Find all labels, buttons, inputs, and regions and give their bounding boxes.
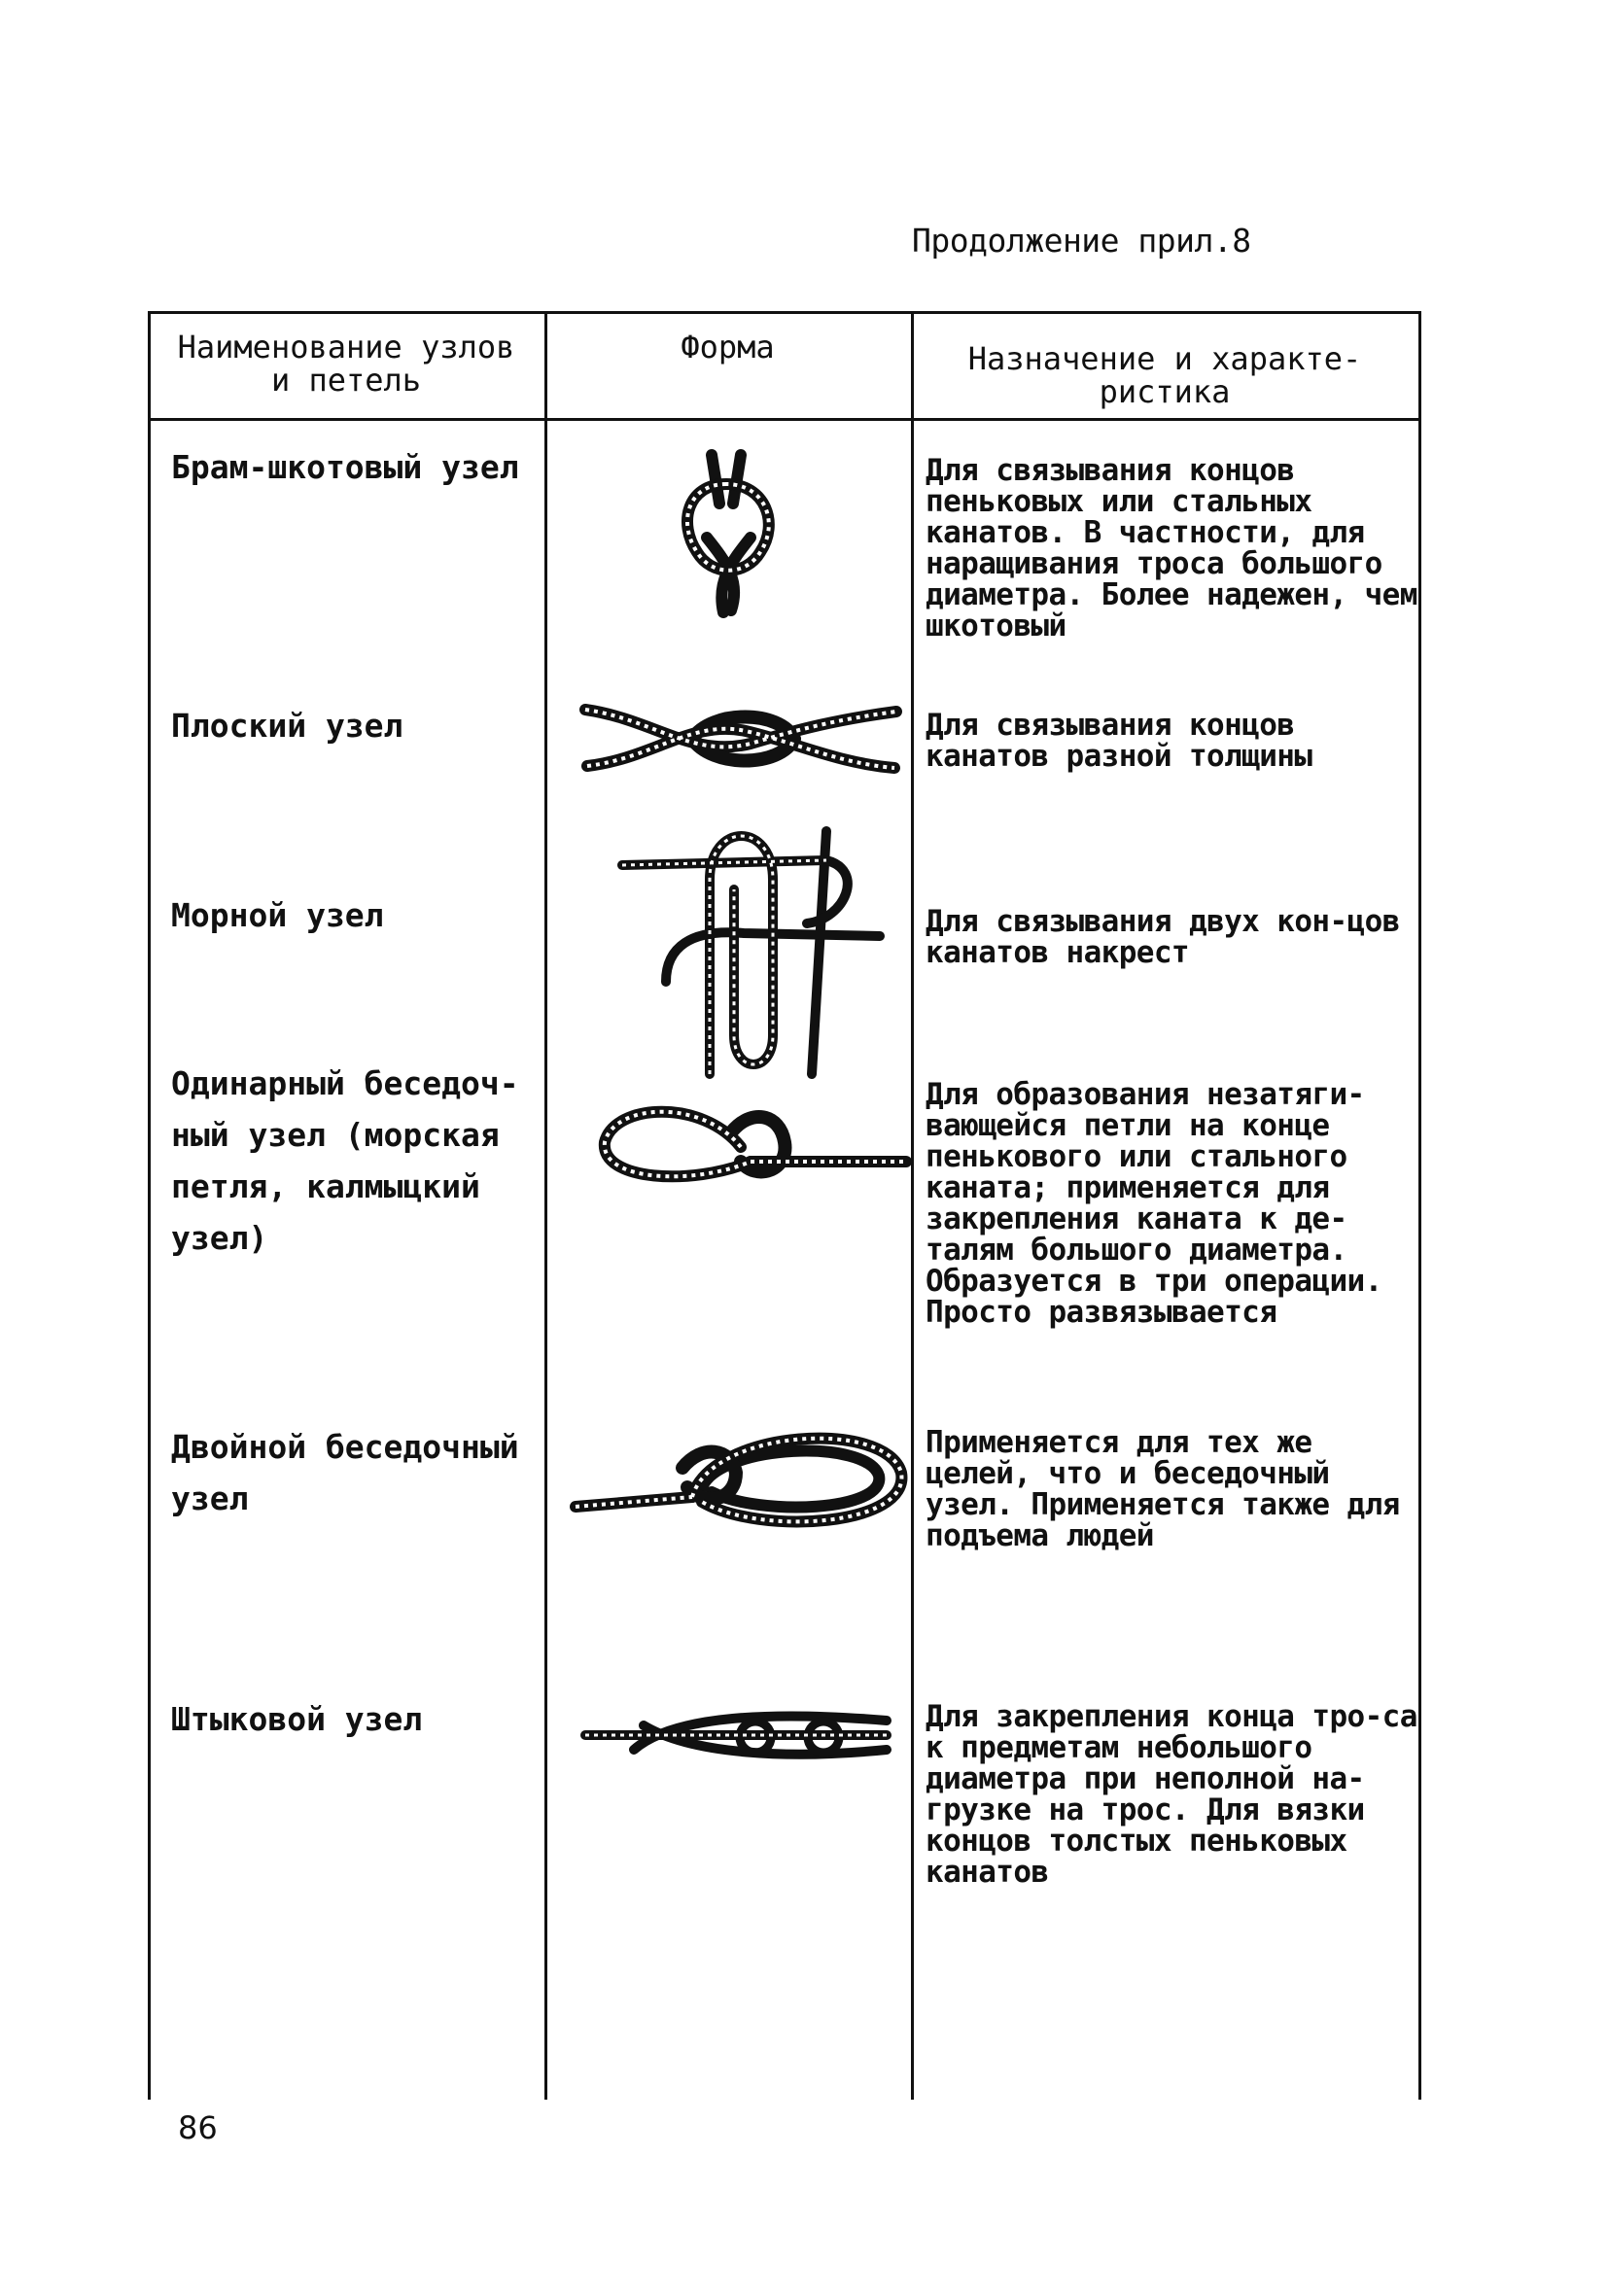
row-2-name: Плоский узел [171, 707, 403, 745]
knots-table [148, 311, 1421, 2100]
row-1-name: Брам-шкотовый узел [171, 448, 519, 486]
table-border-left [148, 311, 151, 2100]
page-number: 86 [178, 2109, 218, 2146]
table-border-top [148, 311, 1421, 314]
header-form: Форма [681, 329, 775, 365]
row-1-description: Для связывания концов пеньковых или стальных канатов. В частности, для наращивания троса большого диаметра. Более надежен, чем шкотовый [926, 453, 1417, 644]
caption: Продолжение прил.8 [912, 222, 1251, 260]
row-3-name: Морной узел [171, 896, 384, 934]
header-name: Наименование узлов и петель [177, 329, 515, 399]
row-3-description: Для связывания двух кон-цов канатов накрест [926, 904, 1400, 970]
bayonet-knot-drawing [576, 1696, 896, 1774]
row-6-name: Штыковой узел [171, 1700, 423, 1738]
row-5-description: Применяется для тех же целей, что и беседочный узел. Применяется также для подъема людей [926, 1425, 1400, 1553]
row-2-description: Для связывания концов канатов разной толщины [926, 708, 1312, 774]
table-header-divider [148, 418, 1421, 421]
table-divider-1 [544, 311, 547, 2100]
flat-knot-drawing [576, 690, 906, 787]
row-6-description: Для закрепления конца тро-са к предметам небольшого диаметра при неполной на-грузке на трос. Для вязки концов толстых пеньковых канатов [926, 1699, 1417, 1890]
bram-sheet-knot-drawing [673, 445, 789, 620]
table-divider-2 [911, 311, 914, 2100]
header-purpose: Назначение и характе- ристика [967, 340, 1362, 410]
row-4-name: Одинарный беседоч- ный узел (морская петля, калмыцкий узел) [171, 1064, 519, 1257]
row-5-name: Двойной беседочный узел [171, 1428, 519, 1517]
bowline-drawing [585, 1089, 916, 1205]
double-bowline-drawing [566, 1409, 916, 1546]
row-4-description: Для образования незатяги-вающейся петли на конце пенькового или стального каната; применяется для закрепления каната к де-талям большого диаметра. Образуется в три операции. Просто развязывается [926, 1077, 1382, 1330]
cross-knot-drawing [612, 812, 904, 1084]
